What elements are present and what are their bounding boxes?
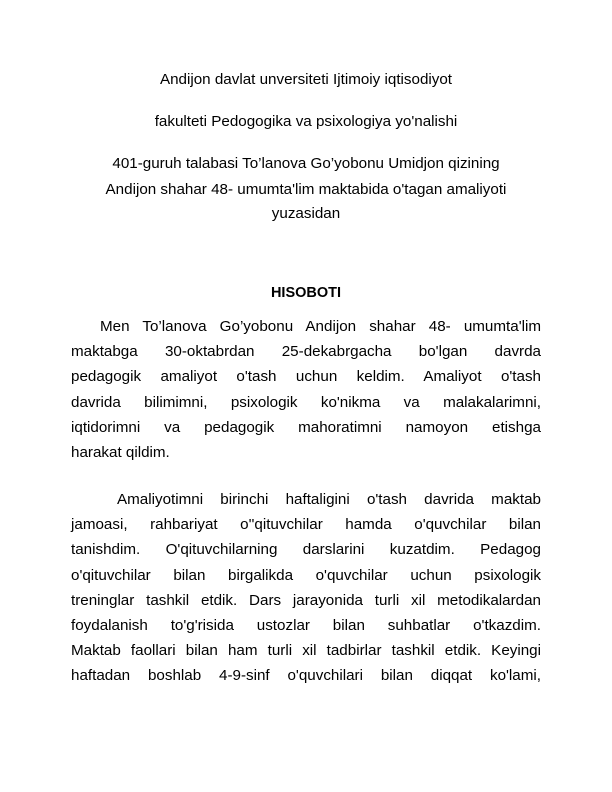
paragraph-line: davrida bilimimni, psixologik ko'nikma va malakalarimni,	[71, 393, 541, 411]
header-subject-line: yuzasidan	[271, 205, 341, 222]
paragraph-line: foydalanish to'g'risida ustozlar bilan suhbatlar o'tkazdim.	[71, 616, 541, 634]
paragraph-line: treninglar tashkil etdik. Dars jarayonida turli xil metodikalardan	[71, 591, 541, 609]
header-faculty-line: fakulteti Pedogogika va psixologiya yo'nalishi	[154, 113, 458, 130]
paragraph-line: pedagogik amaliyot o'tash uchun keldim. Amaliyot o'tash	[71, 368, 541, 386]
header-university-line: Andijon davlat unversiteti Ijtimoiy iqtisodiyot	[159, 71, 453, 88]
paragraph-line: harakat qildim.	[71, 443, 170, 461]
paragraph-line: haftadan boshlab 4-9-sinf o'quvchilari bilan diqqat ko'lami,	[71, 667, 541, 685]
paragraph-line: iqtidorimni va pedagogik mahoratimni namoyon etishga	[71, 418, 541, 436]
header-student-line: 401-guruh talabasi To’lanova Go’yobonu Umidjon qizining	[112, 155, 500, 172]
paragraph-line: o'qituvchilar bilan birgalikda o'quvchilar uchun psixologik	[71, 566, 541, 584]
paragraph-line: Amaliyotimni birinchi haftaligini o'tash davrida maktab	[117, 491, 541, 508]
paragraph-line: Maktab faollari bilan ham turli xil tadbirlar tashkil etdik. Keyingi	[71, 642, 541, 660]
paragraph-line: maktabga 30-oktabrdan 25-dekabrgacha bo'lgan davrda	[71, 343, 541, 361]
header-school-line: Andijon shahar 48- umumta'lim maktabida o'tagan amaliyoti	[105, 181, 507, 198]
paragraph-2	[71, 487, 541, 689]
document-title: HISOBOTI	[270, 285, 342, 301]
paragraph-line: Men To’lanova Go’yobonu Andijon shahar 48- umumta'lim	[100, 318, 541, 335]
paragraph-line: jamoasi, rahbariyat o''qituvchilar hamda o'quvchilar bilan	[71, 516, 541, 534]
paragraph-line: tanishdim. O'qituvchilarning darslarini kuzatdim. Pedagog	[71, 541, 541, 559]
paragraph-1	[71, 314, 541, 465]
